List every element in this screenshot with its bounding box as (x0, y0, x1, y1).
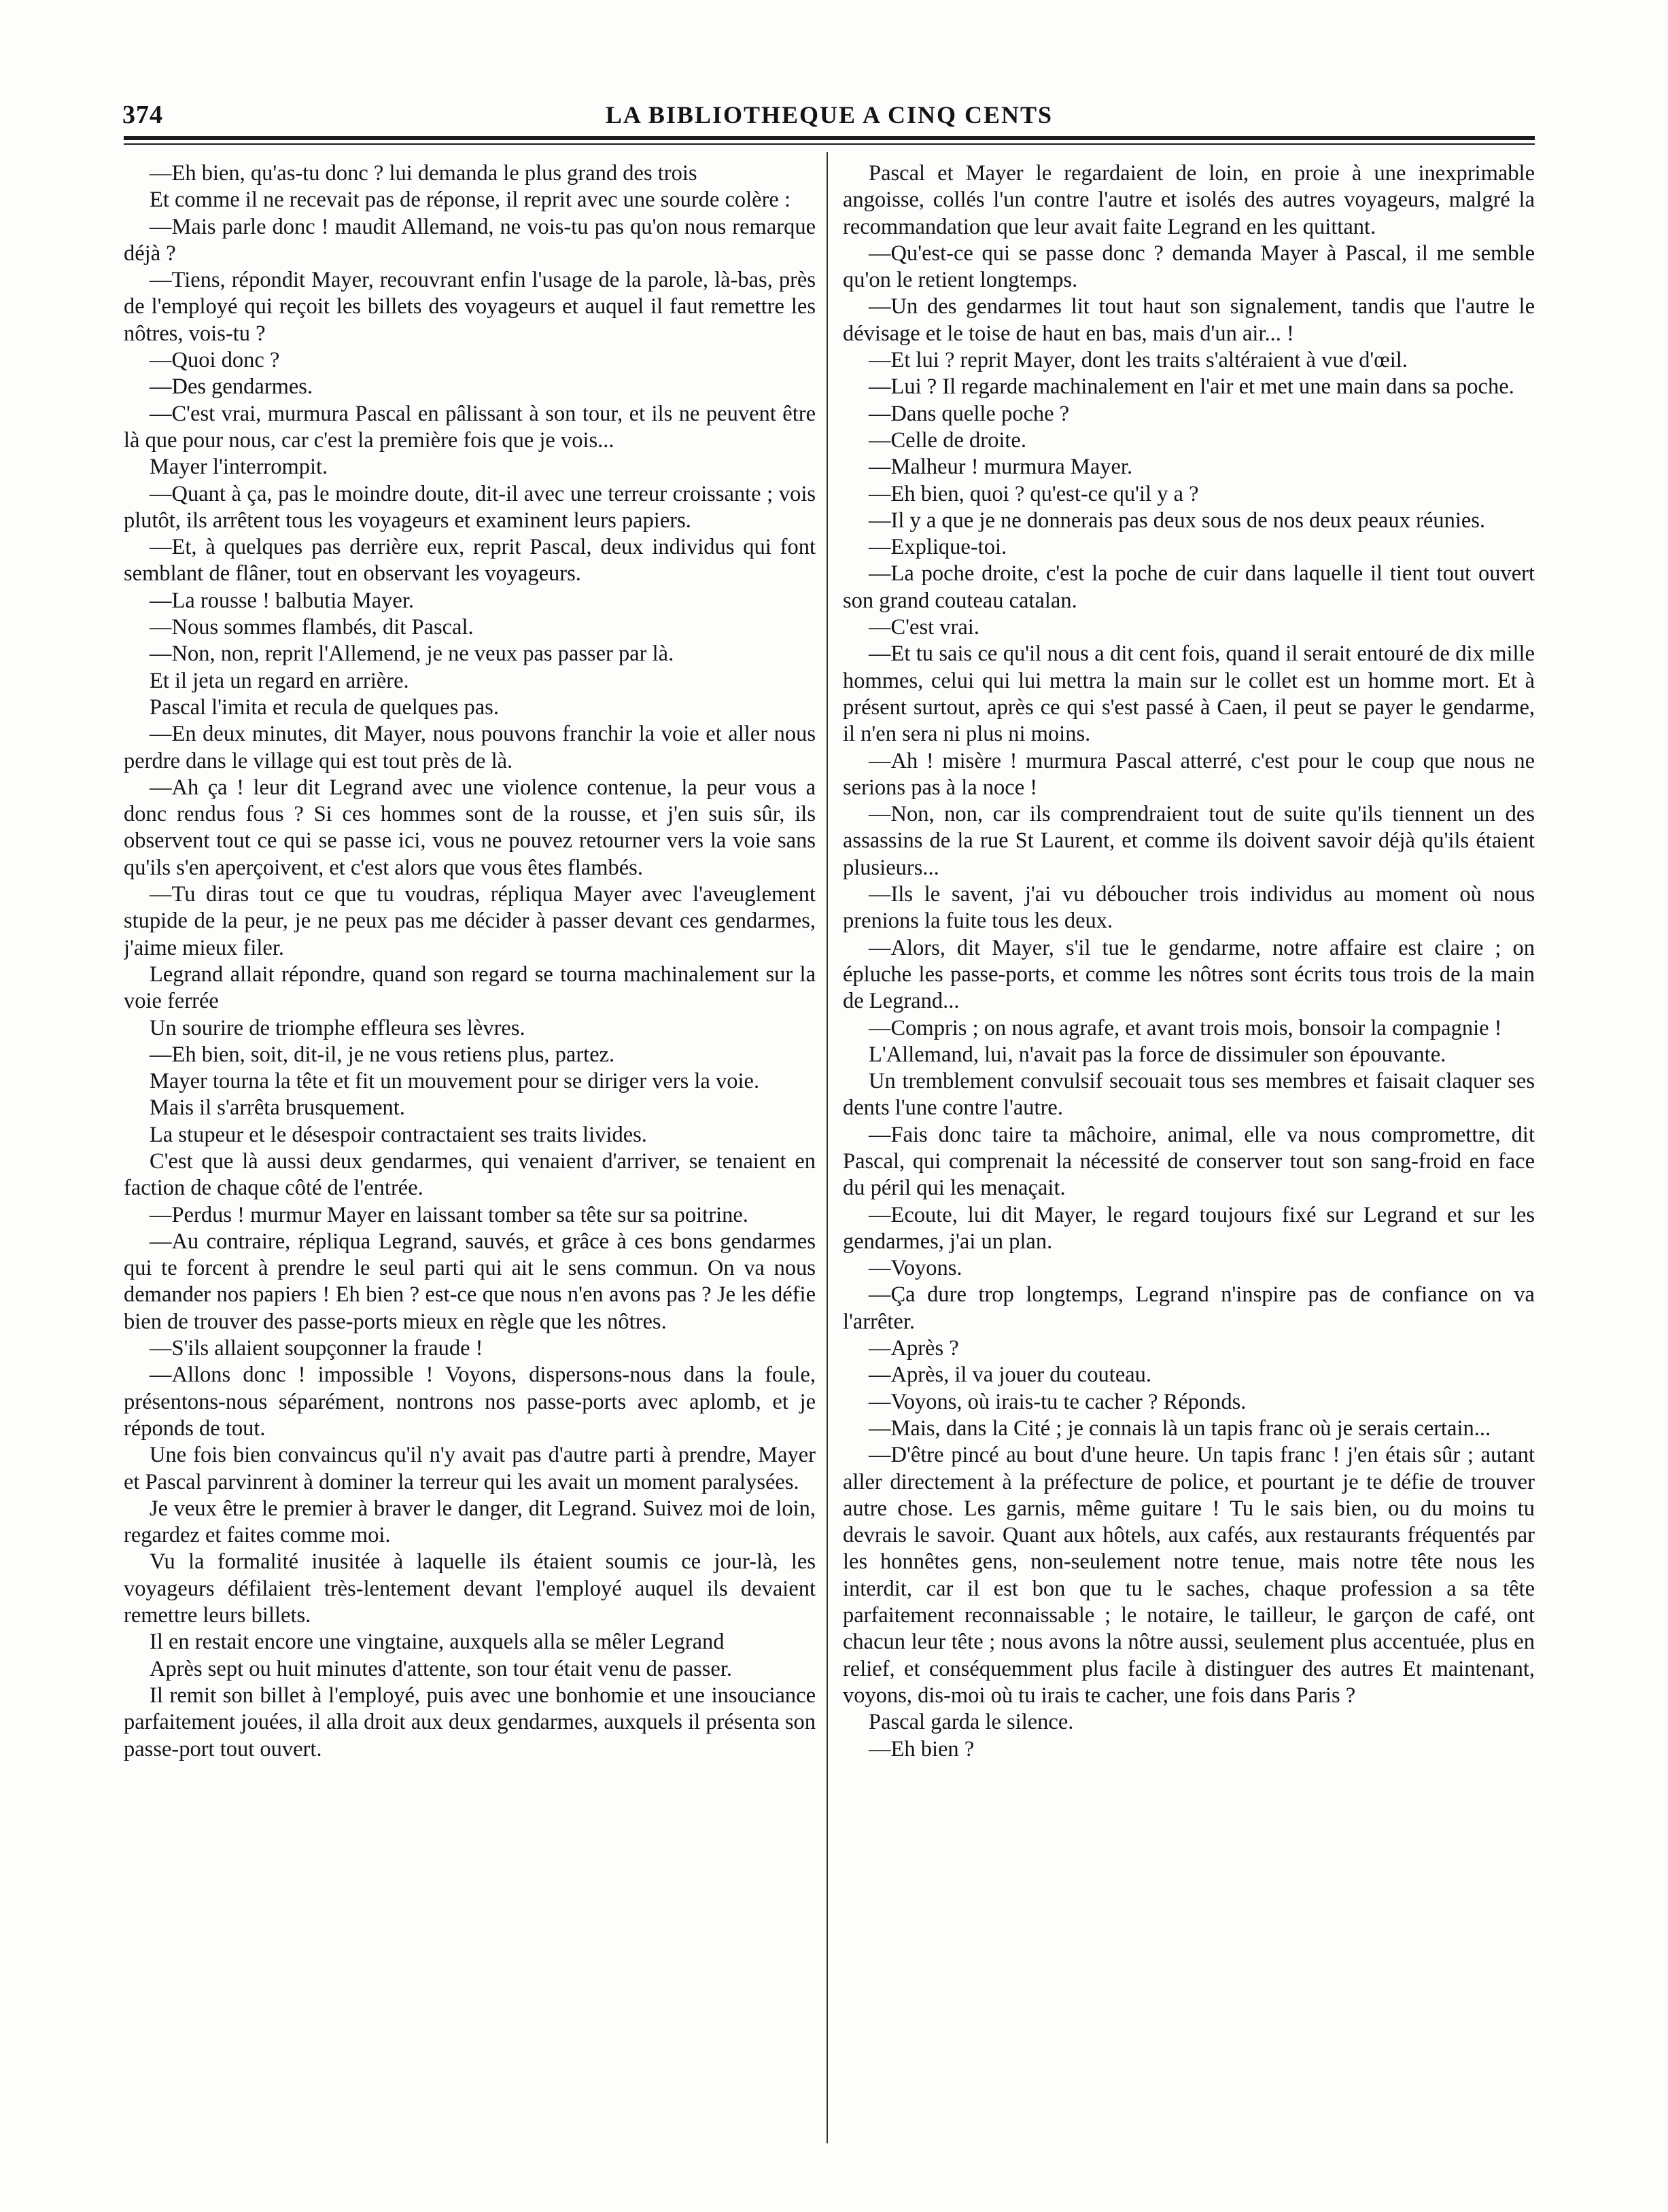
paragraph: —La rousse ! balbutia Mayer. (150, 588, 414, 613)
paragraph: —Après ? (869, 1336, 959, 1361)
paragraph: Mayer l'interrompit. (150, 455, 328, 480)
paragraph: —Celle de droite. (869, 427, 1026, 453)
header-rule-thick (124, 136, 1535, 140)
running-title: LA BIBLIOTHEQUE A CINQ CENTS (605, 101, 1054, 128)
paragraph: —Un des gendarmes lit tout haut son signalement, tandis que l'autre le dévisage et le toise de haut en bas, mais d'un air... ! (843, 294, 1535, 346)
paragraph: Mais il s'arrêta brusquement. (150, 1095, 405, 1121)
paragraph: Pascal garda le silence. (869, 1710, 1074, 1735)
paragraph: —Et tu sais ce qu'il nous a dit cent fois, quand il serait entouré de dix mille hommes, celui qui lui mettra la main sur le collet est un homme mort. Et à présent surtout, après ce qui s'est passé à Caen, il peut se payer le gendarme, il n'en sera ni plus ni moins. (843, 642, 1535, 747)
paragraph: —Ils le savent, j'ai vu déboucher trois individus au moment où nous prenions la fuite tous les deux. (843, 882, 1535, 934)
paragraph: Il remit son billet à l'employé, puis avec une bonhomie et une insouciance parfaitement jouées, il alla droit aux deux gendarmes, auxquels il présenta son passe-port tout ouvert. (124, 1683, 816, 1761)
paragraph: Il en restait encore une vingtaine, auxquels alla se mêler Legrand (150, 1630, 725, 1655)
left-column (124, 160, 816, 2145)
paragraph: —Voyons. (869, 1256, 962, 1281)
paragraph: Pascal l'imita et recula de quelques pas. (150, 695, 499, 720)
paragraph: —C'est vrai. (869, 615, 979, 640)
paragraph: —Dans quelle poche ? (869, 401, 1070, 426)
paragraph: —En deux minutes, dit Mayer, nous pouvons franchir la voie et aller nous perdre dans le village qui est tout près de là. (124, 722, 816, 773)
paragraph: —Eh bien, soit, dit-il, je ne vous retiens plus, partez. (150, 1042, 615, 1067)
paragraph: —Ça dure trop longtemps, Legrand n'inspire pas de confiance on va l'arrêter. (843, 1282, 1535, 1334)
paragraph: —Non, non, reprit l'Allemend, je ne veux pas passer par là. (150, 642, 674, 667)
paragraph: —Tiens, répondit Mayer, recouvrant enfin l'usage de la parole, là-bas, près de l'employé qui reçoit les billets des voyageurs et auquel il faut remettre les nôtres, vois-tu ? (124, 268, 816, 346)
paragraph: Une fois bien convaincus qu'il n'y avait pas d'autre parti à prendre, Mayer et Pascal parvinrent à dominer la terreur qui les avait un moment paralysées. (124, 1443, 816, 1494)
paragraph: —Lui ? Il regarde machinalement en l'air et met une main dans sa poche. (869, 374, 1514, 400)
paragraph: —C'est vrai, murmura Pascal en pâlissant à son tour, et ils ne peuvent être là que pour nous, car c'est la première fois que je vois... (124, 401, 816, 453)
paragraph: —Mais, dans la Cité ; je connais là un tapis franc où je serais certain... (869, 1416, 1491, 1441)
paragraph: L'Allemand, lui, n'avait pas la force de dissimuler son épouvante. (869, 1042, 1446, 1067)
page-number: 374 (122, 101, 163, 129)
paragraph: C'est que là aussi deux gendarmes, qui venaient d'arriver, se tenaient en faction de chaque côté de l'entrée. (124, 1148, 816, 1201)
paragraph: Legrand allait répondre, quand son regard se tourna machinalement sur la voie ferrée (124, 962, 816, 1014)
paragraph: Je veux être le premier à braver le danger, dit Legrand. Suivez moi de loin, regardez et faites comme moi. (124, 1496, 816, 1548)
paragraph: Mayer tourna la tête et fit un mouvement pour se diriger vers la voie. (150, 1069, 760, 1094)
paragraph: —Allons donc ! impossible ! Voyons, dispersons-nous dans la foule, présentons-nous séparément, nontrons nos passe-ports avec aplomb, et je réponds de tout. (124, 1363, 816, 1441)
paragraph: —Ah ! misère ! murmura Pascal atterré, c'est pour le coup que nous ne serions pas à la noce ! (843, 748, 1535, 800)
paragraph: —Au contraire, répliqua Legrand, sauvés, et grâce à ces bons gendarmes qui te forcent à prendre le seul parti qui ait le sens commun. On va nous demander nos papiers ! Eh bien ? est-ce que nous n'en avons pas ? Je les défie bien de trouver des passe-ports mieux en règle que les nôtres. (124, 1229, 816, 1334)
paragraph: —Malheur ! murmura Mayer. (869, 455, 1133, 480)
paragraph: Vu la formalité inusitée à laquelle ils étaient soumis ce jour-là, les voyageurs défilaient très-lentement devant l'employé auquel ils devaient remettre leurs billets. (124, 1549, 816, 1628)
paragraph: —Explique-toi. (869, 535, 1007, 560)
paragraph: —Des gendarmes. (150, 374, 313, 400)
paragraph: —Il y a que je ne donnerais pas deux sous de nos deux peaux réunies. (869, 508, 1486, 533)
paragraph: —Tu diras tout ce que tu voudras, répliqua Mayer avec l'aveuglement stupide de la peur, je ne peux pas me décider à passer devant ces gendarmes, j'aime mieux filer. (124, 882, 816, 960)
paragraph: —La poche droite, c'est la poche de cuir dans laquelle il tient tout ouvert son grand couteau catalan. (843, 561, 1535, 613)
paragraph: —Quoi donc ? (150, 348, 280, 373)
paragraph: Et il jeta un regard en arrière. (150, 668, 409, 693)
paragraph: —Perdus ! murmur Mayer en laissant tomber sa tête sur sa poitrine. (150, 1202, 748, 1227)
paragraph: —Voyons, où irais-tu te cacher ? Réponds. (869, 1389, 1247, 1414)
paragraph: —Compris ; on nous agrafe, et avant trois mois, bonsoir la compagnie ! (869, 1015, 1502, 1040)
paragraph: —Eh bien, quoi ? qu'est-ce qu'il y a ? (869, 481, 1199, 506)
paragraph: Un tremblement convulsif secouait tous ses membres et faisait claquer ses dents l'une contre l'autre. (843, 1069, 1535, 1121)
page-header (120, 99, 1539, 130)
right-column (843, 160, 1535, 2145)
paragraph: —Non, non, car ils comprendraient tout de suite qu'ils tiennent un des assassins de la rue St Laurent, et comme ils doivent savoir déjà qu'ils étaient plusieurs... (843, 802, 1535, 880)
paragraph: —Quant à ça, pas le moindre doute, dit-il avec une terreur croissante ; vois plutôt, ils arrêtent tous les voyageurs et examinent leurs papiers. (124, 481, 816, 533)
paragraph: La stupeur et le désespoir contractaient ses traits livides. (150, 1122, 647, 1147)
paragraph: —Ecoute, lui dit Mayer, le regard toujours fixé sur Legrand et sur les gendarmes, j'ai un plan. (843, 1202, 1535, 1254)
paragraph: —Alors, dit Mayer, s'il tue le gendarme, notre affaire est claire ; on épluche les passe-ports, et comme les nôtres sont écrits tous trois de la main de Legrand... (843, 935, 1535, 1014)
paragraph: —Qu'est-ce qui se passe donc ? demanda Mayer à Pascal, il me semble qu'on le retient longtemps. (843, 241, 1535, 293)
paragraph: —Après, il va jouer du couteau. (869, 1363, 1152, 1388)
paragraph: Un sourire de triomphe effleura ses lèvres. (150, 1015, 525, 1040)
paragraph: —Eh bien, qu'as-tu donc ? lui demanda le plus grand des trois (150, 161, 697, 186)
paragraph: —Et lui ? reprit Mayer, dont les traits s'altéraient à vue d'œil. (869, 348, 1408, 373)
paragraph: —Ah ça ! leur dit Legrand avec une violence contenue, la peur vous a donc rendus fous ? Si ces hommes sont de la rousse, et j'en suis sûr, ils observent tout ce qui se passe ici, vous ne pouvez retourner vers la voie sans qu'ils s'en aperçoivent, et c'est alors que vous êtes flambés. (124, 775, 816, 880)
paragraph: —Nous sommes flambés, dit Pascal. (150, 615, 474, 640)
paragraph: —Fais donc taire ta mâchoire, animal, elle va nous compromettre, dit Pascal, qui comprenait la nécessité de conserver tout son sang-froid en face du péril qui les menaçait. (843, 1122, 1535, 1201)
header-rule-thin (124, 143, 1535, 145)
paragraph: —D'être pincé au bout d'une heure. Un tapis franc ! j'en étais sûr ; autant aller directement à la préfecture de police, et pourtant je te défie de trouver autre chose. Les garnis, même guitare ! Tu le sais bien, ou du moins tu devrais le savoir. Quant aux hôtels, aux cafés, aux restaurants fréquentés par les honnêtes gens, non-seulement notre tenue, mais notre tête nous les interdit, car il est bon que tu le saches, chaque profession a sa tête parfaitement reconnaissable ; le notaire, le tailleur, le garçon de café, ont chacun leur tête ; nous avons la nôtre aussi, seulement plus accentuée, plus en relief, et conséquemment plus facile à distinguer des autres Et maintenant, voyons, dis-moi où tu irais te cacher, une fois dans Paris ? (843, 1443, 1535, 1708)
paragraph: Pascal et Mayer le regardaient de loin, en proie à une inexprimable angoisse, collés l'un contre l'autre et isolés des autres voyageurs, malgré la recommandation que leur avait faite Legrand en les quittant. (843, 161, 1535, 239)
paragraph: —Eh bien ? (869, 1736, 975, 1761)
paragraph: Après sept ou huit minutes d'attente, son tour était venu de passer. (150, 1656, 732, 1681)
paragraph: —Mais parle donc ! maudit Allemand, ne vois-tu pas qu'on nous remarque déjà ? (124, 214, 816, 266)
paragraph: —Et, à quelques pas derrière eux, reprit Pascal, deux individus qui font semblant de flâner, tout en observant les voyageurs. (124, 535, 816, 586)
column-divider (827, 152, 828, 2143)
paragraph: —S'ils allaient soupçonner la fraude ! (150, 1336, 483, 1361)
paragraph: Et comme il ne recevait pas de réponse, il reprit avec une sourde colère : (150, 188, 790, 213)
